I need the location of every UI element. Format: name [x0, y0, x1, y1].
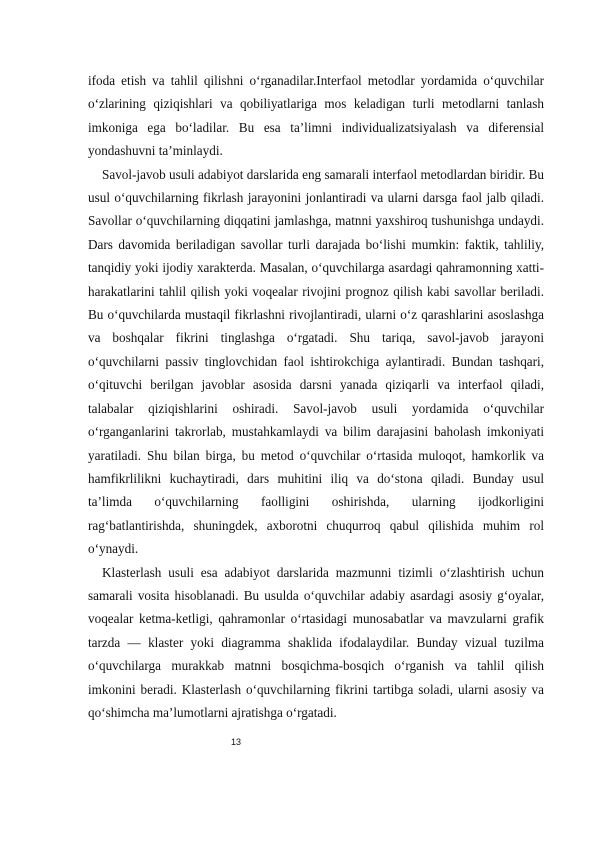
page-number: 13 [231, 737, 242, 747]
paragraph-klasterlash: Klasterlash usuli esa adabiyot darslarida mazmunni tizimli o‘zlashtirish uchun samarali vosita hisoblanadi. Bu usulda o‘quvchilar adabiy asardagi asosiy g‘oyalar, voqealar ketma-ketligi, qahramonlar o‘rtasidagi munosabatlar va mavzularni grafik tarzda — klaster yoki diagramma shaklida ifodalaydilar. Bunday vizual tuzilma o‘quvchilarga murakkab matnni bosqichma-bosqich o‘rganish va tahlil qilish imkonini beradi. Klasterlash o‘quvchilarning fikrini tartibga soladi, ularni asosiy va qo‘shimcha ma’lumotlarni ajratishga o‘rgatadi. [88, 564, 544, 720]
document-body [88, 69, 544, 724]
paragraph-continuation: ifoda etish va tahlil qilishni o‘rganadilar.Interfaol metodlar yordamida o‘quvchilar o‘zlarining qiziqishlari va qobiliyatlariga mos keladigan turli metodlarni tanlash imkoniga ega bo‘ladilar. Bu esa ta’limni individualizatsiyalash va diferensial yondashuvni ta’minlaydi. [88, 73, 544, 159]
paragraph-savol-javob: Savol-javob usuli adabiyot darslarida eng samarali interfaol metodlardan biridir. Bu usul o‘quvchilarning fikrlash jarayonini jonlantiradi va ularni darsga faol jalb qiladi. Savollar o‘quvchilarning diqqatini jamlashga, matnni yaxshiroq tushunishga undaydi. Dars davomida beriladigan savollar turli darajada bo‘lishi mumkin: faktik, tahliliy, tanqidiy yoki ijodiy xarakterda. Masalan, o‘quvchilarga asardagi qahramonning xatti-harakatlarini tahlil qilish yoki voqealar rivojini prognoz qilish kabi savollar beriladi. Bu o‘quvchilarda mustaqil fikrlashni rivojlantiradi, ularni o‘z qarashlarini asoslashga va boshqalar fikrini tinglashga o‘rgatadi. Shu tariqa, savol-javob jarayoni o‘quvchilarni passiv tinglovchidan faol ishtirokchiga aylantiradi. Bundan tashqari, o‘qituvchi berilgan javoblar asosida darsni yanada qiziqarli va interfaol qiladi, talabalar qiziqishlarini oshiradi. Savol-javob usuli yordamida o‘quvchilar o‘rganganlarini takrorlab, mustahkamlaydi va bilim darajasini baholash imkoniyati yaratiladi. Shu bilan birga, bu metod o‘quvchilar o‘rtasida muloqot, hamkorlik va hamfikrlilikni kuchaytiradi, dars muhitini iliq va do‘stona qiladi. Bunday usul ta’limda o‘quvchilarning faolligini oshirishda, ularning ijodkorligini rag‘batlantirishda, shuningdek, axborotni chuqurroq qabul qilishida muhim rol o‘ynaydi. [88, 166, 544, 557]
